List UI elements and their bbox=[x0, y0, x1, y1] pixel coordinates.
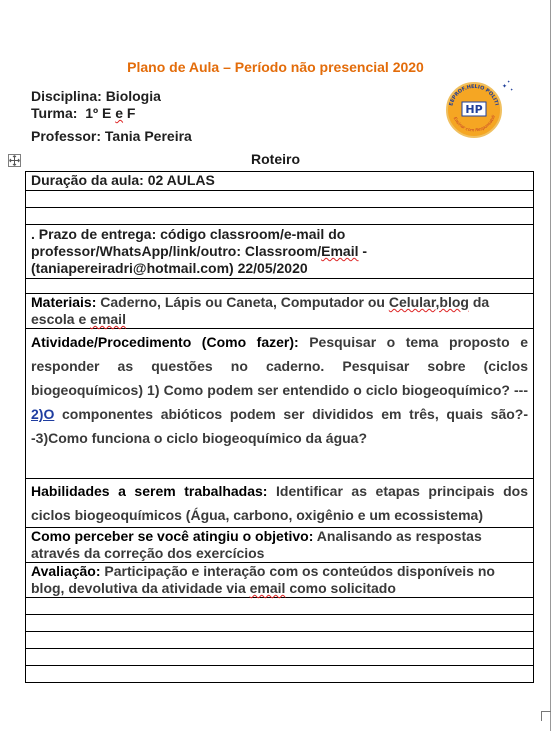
materiais-text-1: Caderno, Lápis ou Caneta, Computador ou bbox=[96, 294, 389, 310]
professor-label: Professor: bbox=[31, 128, 102, 144]
materiais-label: Materiais: bbox=[31, 294, 97, 310]
table-row bbox=[26, 479, 534, 528]
materiais-celular-word: Celular,blog bbox=[388, 294, 469, 310]
professor-line bbox=[31, 128, 192, 144]
habilidades-label: Habilidades a serem trabalhadas: bbox=[31, 483, 268, 499]
table-row bbox=[26, 294, 534, 329]
table-row bbox=[26, 279, 534, 294]
page-corner-mark bbox=[541, 711, 551, 721]
section-title: Roteiro bbox=[251, 151, 300, 167]
habilidades-cell[interactable] bbox=[26, 479, 534, 528]
duracao-text: Duração da aula: 02 AULAS bbox=[31, 172, 215, 188]
school-logo bbox=[444, 80, 516, 138]
document-title: Plano de Aula – Período não presencial 2020 bbox=[127, 59, 424, 75]
avaliacao-text-1: Participação e interação com os conteúdos disponíveis no blog, devolutiva da atividade via bbox=[31, 563, 495, 596]
objetivo-text: Analisando as respostas através da correção dos exercícios bbox=[31, 528, 482, 561]
empty-cell[interactable] bbox=[26, 649, 534, 666]
logo-star: ✦ bbox=[507, 80, 511, 84]
logo-top-text: EEPROF.HELIO POLITI bbox=[448, 83, 500, 107]
lesson-plan-table bbox=[25, 171, 534, 683]
empty-cell[interactable] bbox=[26, 666, 534, 683]
empty-cell[interactable] bbox=[26, 191, 534, 208]
disciplina-label: Disciplina: bbox=[31, 88, 102, 104]
avaliacao-label: Avaliação: bbox=[31, 563, 101, 579]
atividade-text-2: componentes abióticos podem ser divididos em três, quais são?--3)Como funciona o ciclo biogeoquímico da água? bbox=[31, 406, 528, 446]
turma-line bbox=[31, 105, 135, 121]
prazo-cell[interactable] bbox=[26, 225, 534, 279]
table-row bbox=[26, 615, 534, 632]
table-row bbox=[26, 528, 534, 563]
atividade-2o-word: 2)O bbox=[31, 406, 55, 422]
table-row bbox=[26, 191, 534, 208]
table-row bbox=[26, 225, 534, 279]
turma-label: Turma: bbox=[31, 105, 78, 121]
avaliacao-email-word: email bbox=[249, 580, 286, 596]
avaliacao-cell[interactable] bbox=[26, 563, 534, 598]
prazo-text-2: - (taniapereiradri@hotmail.com) 22/05/2020 bbox=[31, 243, 368, 276]
materiais-email-word: email bbox=[90, 311, 126, 327]
table-row bbox=[26, 666, 534, 683]
objetivo-cell[interactable] bbox=[26, 528, 534, 563]
turma-value-3: F bbox=[123, 105, 136, 121]
table-row bbox=[26, 563, 534, 598]
atividade-text-1: Pesquisar o tema proposto e responder as questões no caderno. Pesquisar sobre (ciclos biogeoquímicos) 1) Como podem ser entendido o ciclo biogeoquímico? --- bbox=[31, 334, 528, 398]
logo-star: ✦ bbox=[502, 83, 508, 90]
table-row bbox=[26, 598, 534, 615]
empty-cell[interactable] bbox=[26, 279, 534, 294]
logo-bottom-text: Ensinar com Responsabili bbox=[452, 114, 497, 133]
logo-star: ✦ bbox=[510, 87, 514, 92]
disciplina-line bbox=[31, 88, 161, 104]
atividade-cell[interactable] bbox=[26, 329, 534, 479]
objetivo-label: Como perceber se você atingiu o objetivo: bbox=[31, 528, 314, 544]
table-row bbox=[26, 172, 534, 191]
table-row bbox=[26, 649, 534, 666]
empty-cell[interactable] bbox=[26, 632, 534, 649]
habilidades-text: Identificar as etapas principais dos ciclos biogeoquímicos (Água, carbono, oxigênio e um ecossistema) bbox=[31, 483, 528, 523]
avaliacao-text-2: como solicitado bbox=[285, 580, 396, 596]
turma-value-1: 1º E bbox=[85, 105, 116, 121]
materiais-text-2: da escola e bbox=[31, 294, 490, 327]
empty-cell[interactable] bbox=[26, 208, 534, 225]
atividade-label: Atividade/Procedimento (Como fazer): bbox=[31, 334, 299, 350]
prazo-text-1: . Prazo de entrega: código classroom/e-mail do professor/WhatsApp/link/outro: Classroom/ bbox=[31, 226, 346, 259]
empty-cell[interactable] bbox=[26, 598, 534, 615]
table-row bbox=[26, 329, 534, 479]
logo-letters: HP bbox=[465, 103, 483, 116]
professor-value: Tania Pereira bbox=[104, 128, 192, 144]
disciplina-value: Biologia bbox=[105, 88, 161, 104]
empty-cell[interactable] bbox=[26, 615, 534, 632]
table-row bbox=[26, 632, 534, 649]
duracao-cell[interactable] bbox=[26, 172, 534, 191]
materiais-cell[interactable] bbox=[26, 294, 534, 329]
table-row bbox=[26, 208, 534, 225]
prazo-email-word: Email bbox=[321, 243, 359, 259]
turma-value-2: e bbox=[115, 105, 124, 121]
